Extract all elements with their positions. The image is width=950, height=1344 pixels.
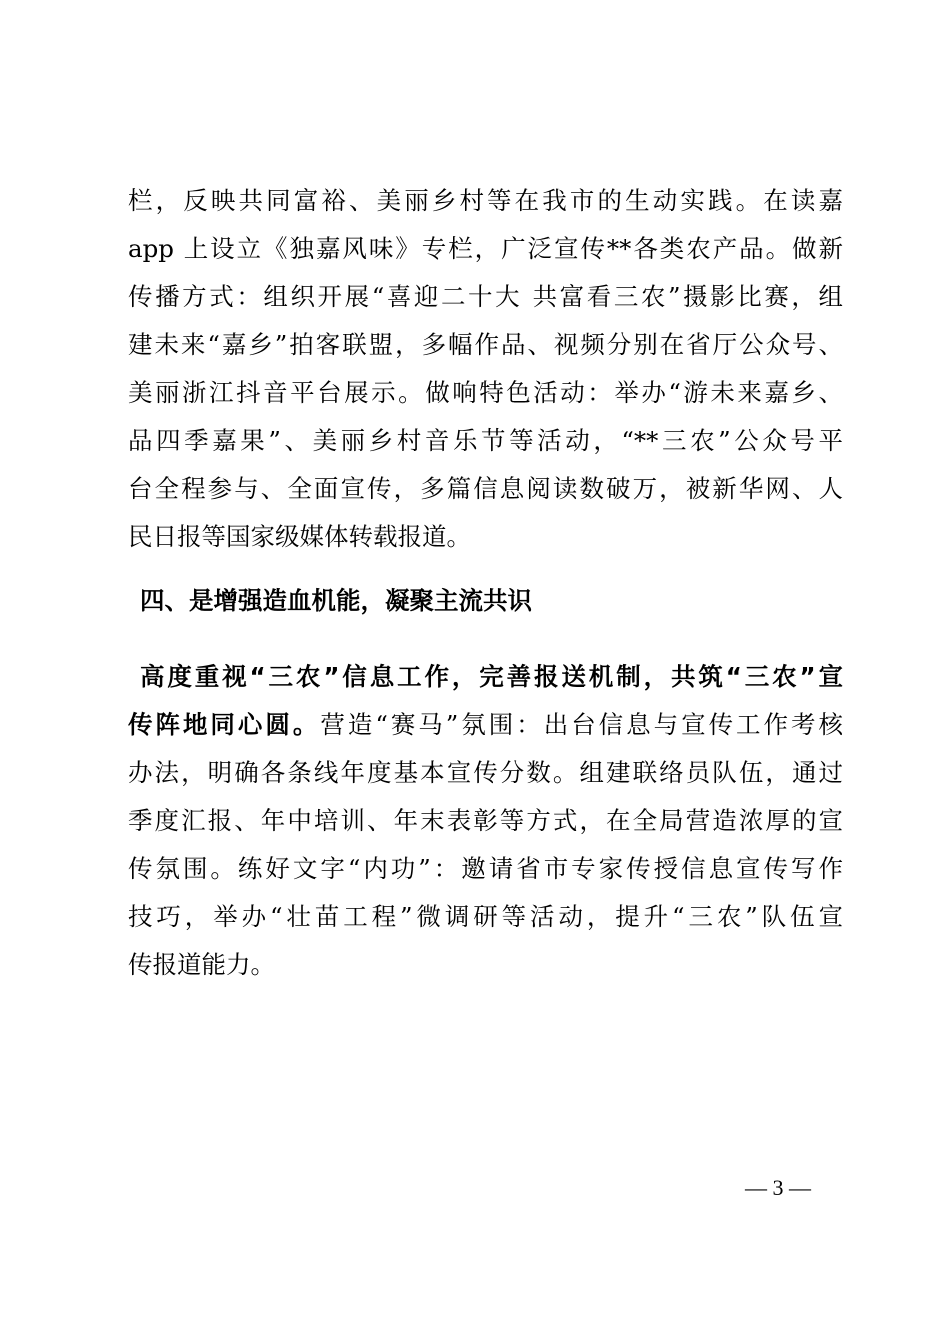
- paragraph-line: 办法，明确各条线年度基本宣传分数。组建联络员队伍，通过: [128, 758, 843, 787]
- paragraph-line: 台全程参与、全面宣传，多篇信息阅读数破万，被新华网、人: [128, 474, 843, 503]
- paragraph-line: 传氛围。练好文字“内功”：邀请省市专家传授信息宣传写作: [128, 854, 843, 883]
- paragraph-line: 技巧，举办“壮苗工程”微调研等活动，提升“三农”队伍宣: [128, 902, 843, 931]
- paragraph-line: app 上设立《独嘉风味》专栏，广泛宣传**各类农产品。做新: [128, 234, 843, 263]
- paragraph-line: 季度汇报、年中培训、年末表彰等方式，在全局营造浓厚的宣: [128, 806, 843, 835]
- paragraph-line: 美丽浙江抖音平台展示。做响特色活动：举办“游未来嘉乡、: [128, 378, 843, 407]
- paragraph-1: [128, 177, 843, 561]
- paragraph-line: 传播方式：组织开展“喜迎二十大 共富看三农”摄影比赛，组: [128, 282, 843, 311]
- paragraph-line: 栏，反映共同富裕、美丽乡村等在我市的生动实践。在读嘉: [128, 186, 843, 215]
- paragraph-lead-bold-end: 传阵地同心圆。: [128, 710, 321, 739]
- paragraph-text: 营造“赛马”氛围：出台信息与宣传工作考核: [320, 710, 843, 739]
- paragraph-line: 建未来“嘉乡”拍客联盟，多幅作品、视频分别在省厅公众号、: [128, 330, 843, 359]
- paragraph-line: 传报道能力。: [128, 950, 275, 979]
- paragraph-line: 品四季嘉果”、美丽乡村音乐节等活动，“**三农”公众号平: [128, 426, 843, 455]
- page-number: — 3 —: [745, 1175, 811, 1200]
- paragraph-lead-bold: 高度重视“三农”信息工作，完善报送机制，共筑“三农”宣: [140, 662, 843, 691]
- paragraph-line: [128, 701, 843, 749]
- section-heading: 四、是增强造血机能，凝聚主流共识: [140, 586, 532, 615]
- paragraph-line: 民日报等国家级媒体转载报道。: [128, 522, 471, 551]
- paragraph-2: [128, 653, 843, 989]
